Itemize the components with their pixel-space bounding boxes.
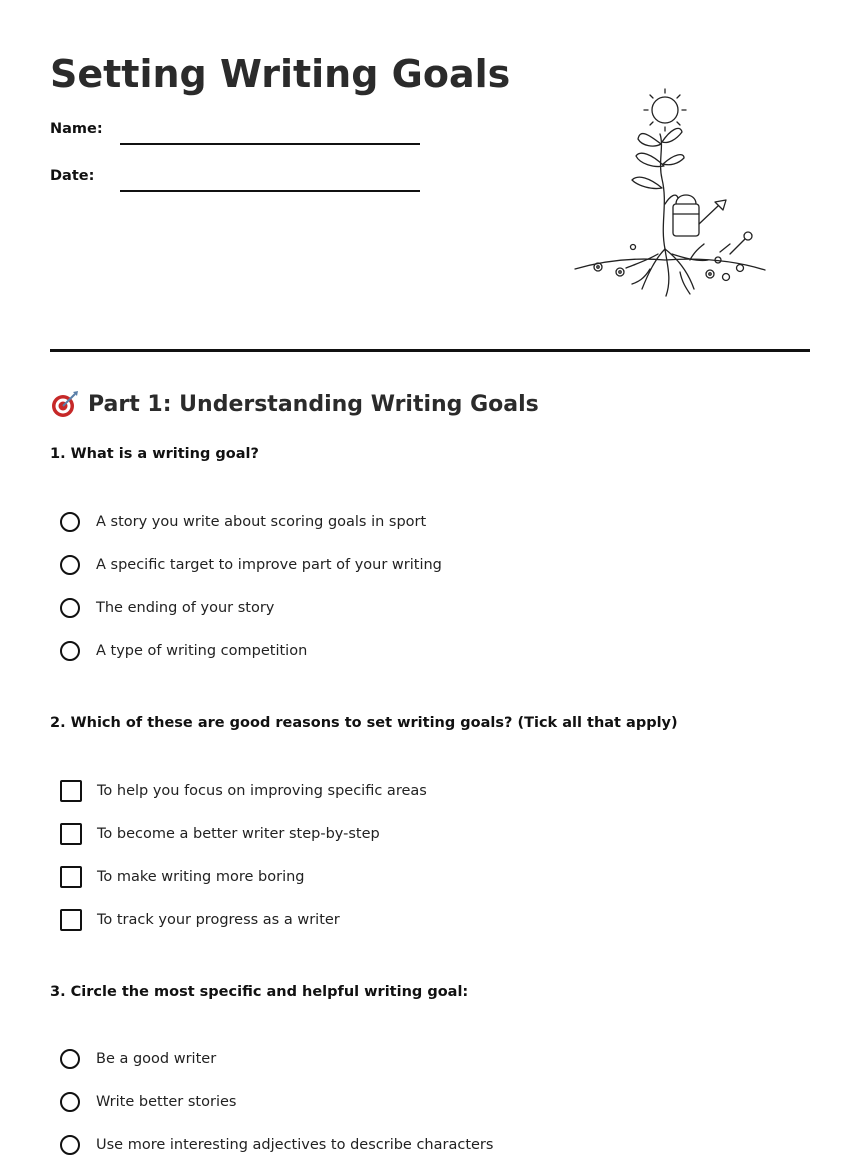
q2-option-2[interactable] [60,821,380,847]
q1-option-4[interactable] [60,638,307,664]
option-label: The ending of your story [96,600,275,616]
date-label: Date: [50,168,95,184]
option-label: To track your progress as a writer [97,912,340,928]
radio-button[interactable] [60,641,80,661]
checkbox[interactable] [60,780,82,802]
option-label: To become a better writer step-by-step [97,826,380,842]
question-3: 3. Circle the most specific and helpful writing goal: [50,984,469,1000]
sun-icon [644,89,686,131]
q2-option-3[interactable] [60,864,305,890]
question-2: 2. Which of these are good reasons to set writing goals? (Tick all that apply) [50,715,678,731]
q2-option-4[interactable] [60,907,340,933]
option-label: Be a good writer [96,1051,217,1067]
radio-button[interactable] [60,598,80,618]
option-label: A type of writing competition [96,643,308,659]
q3-option-2[interactable] [60,1089,236,1115]
option-label: Use more interesting adjectives to describe characters [96,1137,494,1153]
radio-button[interactable] [60,1049,80,1069]
part1-heading-text: Part 1: Understanding Writing Goals [88,391,539,417]
checkbox[interactable] [60,823,82,845]
q1-option-1[interactable] [60,509,426,535]
option-label: A story you write about scoring goals in sport [96,514,427,530]
radio-button[interactable] [60,512,80,532]
radio-button[interactable] [60,1135,80,1155]
option-label: To make writing more boring [97,869,305,885]
target-dart-icon [50,389,80,419]
page-title: Setting Writing Goals [50,52,511,96]
q1-option-3[interactable] [60,595,274,621]
name-input-line[interactable] [120,143,420,145]
q3-option-1[interactable] [60,1046,216,1072]
option-label: A specific target to improve part of your writing [96,557,442,573]
option-label: To help you focus on improving specific areas [97,783,427,799]
q3-option-3[interactable] [60,1132,493,1158]
radio-button[interactable] [60,1092,80,1112]
q2-option-1[interactable] [60,778,427,804]
plant-illustration-icon [570,84,770,304]
option-label: Write better stories [96,1094,237,1110]
watering-can-icon [673,195,726,236]
radio-button[interactable] [60,555,80,575]
name-label: Name: [50,121,103,137]
part1-heading [50,388,539,420]
checkbox[interactable] [60,909,82,931]
checkbox[interactable] [60,866,82,888]
q1-option-2[interactable] [60,552,442,578]
section-divider [50,349,810,352]
question-1: 1. What is a writing goal? [50,446,259,462]
date-input-line[interactable] [120,190,420,192]
